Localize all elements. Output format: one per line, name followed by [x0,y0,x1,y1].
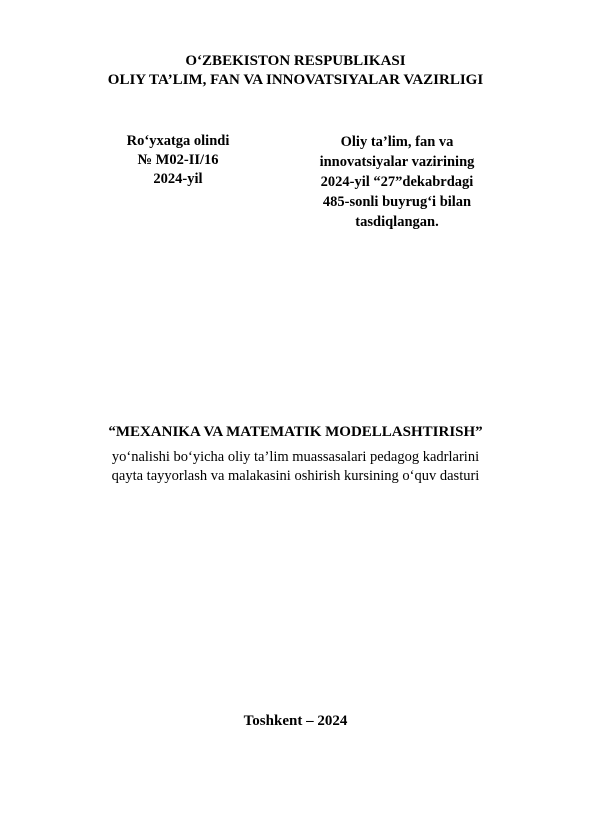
approval-line-5: tasdiqlangan. [355,214,439,230]
ministry-header [0,52,591,90]
program-subtitle-line-1: yo‘nalishi bo‘yicha oliy ta’lim muassasalari pedagog kadrlarini [111,449,480,465]
approval-line-1: Oliy ta’lim, fan va [340,134,454,150]
registration-label: Ro‘yxatga olindi [126,133,230,149]
program-subtitle [0,448,591,486]
approval-block [299,132,495,232]
program-title: “MEXANIKA VA MATEMATIK MODELLASHTIRISH” [108,424,483,440]
approval-line-2: innovatsiyalar vazirining [319,154,475,170]
ministry-name: OLIY TA’LIM, FAN VA INNOVATSIYALAR VAZIRLIGI [107,72,484,88]
country-name: O‘ZBEKISTON RESPUBLIKASI [185,53,406,69]
registration-year: 2024-yil [153,171,203,187]
approval-line-4: 485-sonli buyrug‘i bilan [322,194,472,210]
place-and-year: Toshkent – 2024 [243,713,348,729]
program-subtitle-line-2: qayta tayyorlash va malakasini oshirish kursining o‘quv dasturi [111,468,480,484]
approval-line-3: 2024-yil “27”dekabrdagi [320,174,474,190]
registration-number: № M02-II/16 [137,152,219,168]
registration-block [88,132,268,189]
